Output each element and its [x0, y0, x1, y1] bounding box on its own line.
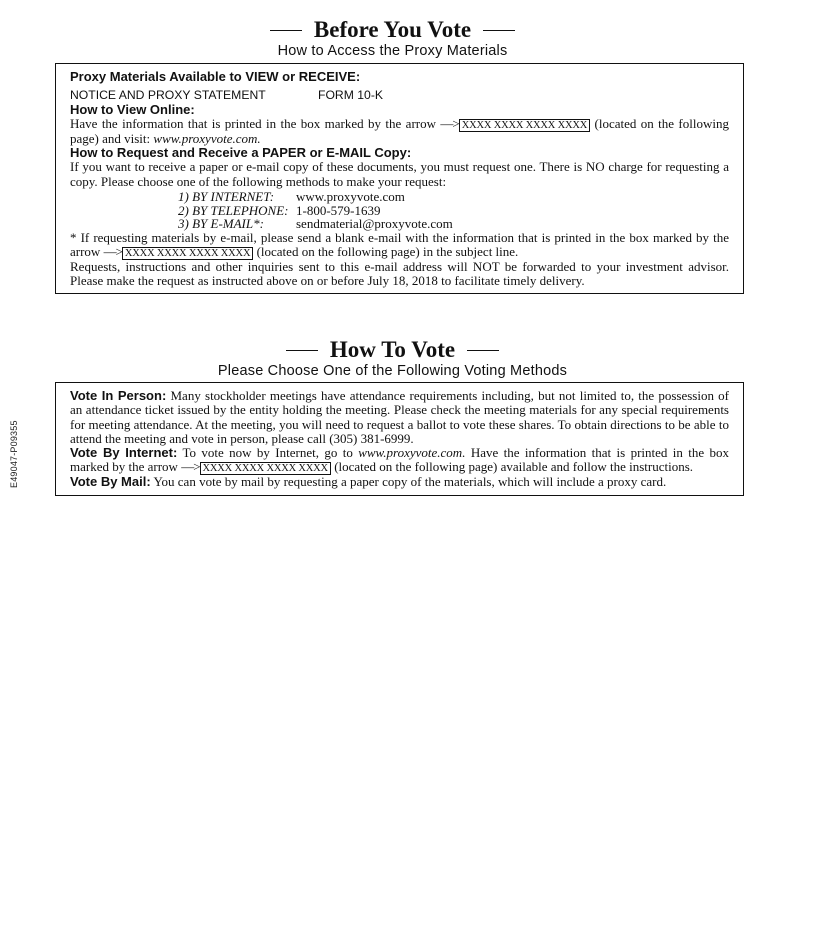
document-code: E49047-P09355 [9, 420, 19, 488]
vote-by-mail-text: You can vote by mail by requesting a paper copy of the materials, which will include a proxy card. [153, 474, 667, 490]
voting-methods-box [55, 382, 744, 496]
title-rule-right [467, 350, 499, 351]
how-to-vote-subtitle: Please Choose One of the Following Voting Methods [217, 363, 568, 379]
view-online-heading: How to View Online: [70, 101, 195, 117]
how-to-vote-title: How To Vote [329, 337, 456, 362]
method-label: 3) BY E-MAIL*: [178, 216, 264, 232]
control-number-box: XXXX XXXX XXXX XXXX [459, 119, 590, 132]
vote-in-person-label: Vote In Person: [70, 388, 167, 403]
email-note: * If requesting materials by e-mail, please send a blank e-mail with the information that is printed in the box marked by the arrow —> XXXX XXXX XXXX XXXX (located on the following page) in the subject line. [70, 229, 729, 259]
arrow-right-icon: —> [181, 459, 200, 475]
vote-internet-url: www.proxyvote.com. [358, 445, 466, 461]
method-value: sendmaterial@proxyvote.com [296, 216, 453, 232]
title-rule-right [483, 30, 515, 31]
request-methods-list [178, 190, 729, 231]
method-value: www.proxyvote.com [296, 189, 405, 205]
arrow-right-icon: —> [103, 243, 122, 259]
method-email [178, 217, 729, 231]
method-label: 2) BY TELEPHONE: [178, 202, 289, 218]
request-copy-heading: How to Request and Receive a PAPER or E-MAIL Copy: [70, 145, 412, 161]
control-number-box: XXXX XXXX XXXX XXXX [200, 462, 331, 475]
vote-by-mail-label: Vote By Mail: [70, 474, 151, 490]
requests-note: Requests, instructions and other inquiries sent to this e-mail address will NOT be forwarded to your investment advisor. Please make the request as instructed above on or before July 18, 2018 to facilitate timely delivery. [70, 258, 729, 289]
method-label: 1) BY INTERNET: [178, 189, 275, 205]
control-number-box: XXXX XXXX XXXX XXXX [122, 247, 253, 260]
before-you-vote-header [0, 16, 785, 60]
vote-in-person [70, 389, 729, 446]
view-online-url: www.proxyvote.com. [153, 130, 261, 146]
vote-by-internet: Vote By Internet: To vote now by Internet, go to www.proxyvote.com. Have the information that is printed in the box marked by the arrow —> XXXX XXXX XXXX XXXX (located on the following page) available and follow the instructions. [70, 445, 730, 475]
document-notice-proxy-statement: NOTICE AND PROXY STATEMENT [70, 88, 266, 103]
arrow-right-icon: —> [440, 115, 459, 131]
title-rule-left [270, 30, 302, 31]
method-value: 1-800-579-1639 [296, 202, 381, 218]
document-form-10k: FORM 10-K [318, 88, 384, 103]
vote-by-internet-label: Vote By Internet: [70, 445, 178, 461]
title-rule-left [286, 350, 318, 351]
before-you-vote-title: Before You Vote [313, 17, 472, 42]
before-you-vote-subtitle: How to Access the Proxy Materials [277, 43, 508, 59]
method-telephone [178, 204, 729, 218]
vote-by-mail [70, 475, 729, 489]
vote-in-person-text: Many stockholder meetings have attendance requirements including, but not limited to, the possession of an attendance ticket issued by the entity holding the meeting. Please check the meeting materials for any special requirements for meeting attendance. At the meeting, you will need to request a ballot to vote these shares. To obtain directions to be able to attend the meeting and vote in person, please call (305) 381-6999. [70, 388, 730, 446]
how-to-vote-header [0, 336, 785, 380]
documents-list [70, 88, 729, 102]
request-copy-text: If you want to receive a paper or e-mail copy of these documents, you must request one. There is NO charge for requesting a copy. Please choose one of the following methods to make your request: [70, 159, 729, 189]
method-internet [178, 190, 729, 204]
proxy-materials-box [55, 63, 744, 294]
materials-heading: Proxy Materials Available to VIEW or RECEIVE: [70, 69, 361, 84]
view-online-text: Have the information that is printed in the box marked by the arrow —> XXXX XXXX XXXX XXXX (located on the following page) and visit: www.proxyvote.com. [70, 115, 729, 146]
